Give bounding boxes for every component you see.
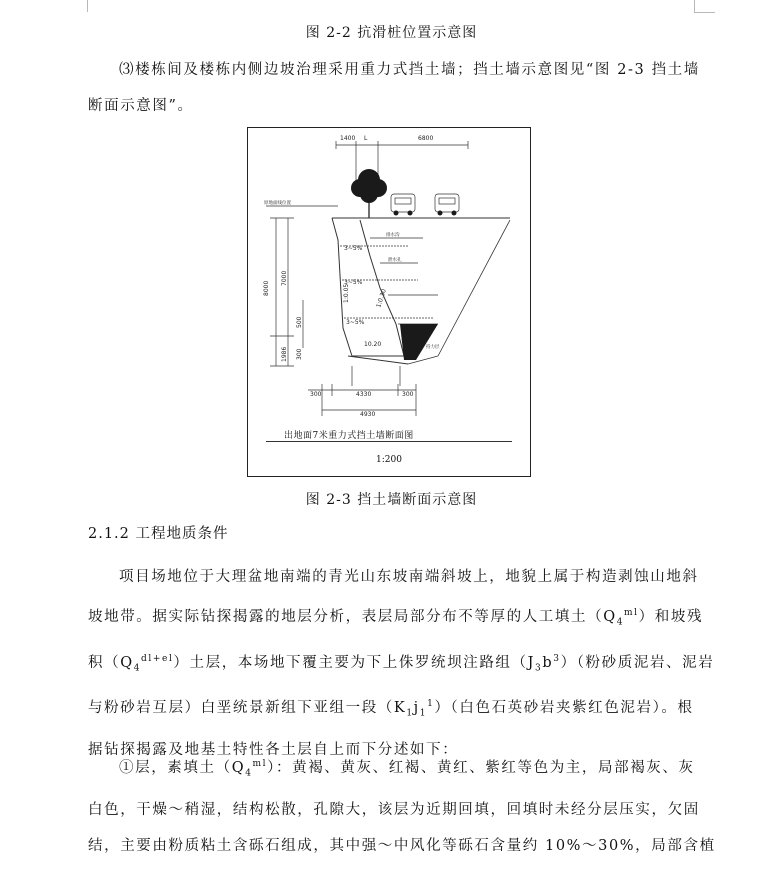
dim-bottom-mid: 4330 <box>356 391 372 398</box>
figure-divider <box>266 441 512 442</box>
dim-slope-s2: 3~5% <box>344 279 363 286</box>
paragraph-line: 项目场地位于大理盆地南端的青光山东坡南端斜坡上，地貌上属于构造剥蚀山地斜 <box>119 569 699 585</box>
dim-top-b: L <box>364 135 368 142</box>
dim-bottom-right: 300 <box>402 391 414 398</box>
retaining-wall-drawing <box>248 128 530 476</box>
page-corner-mark-right <box>694 0 715 13</box>
dim-slope-s1: 3~5% <box>344 245 363 252</box>
note-weephole: 泄水孔 <box>388 258 402 263</box>
paragraph-line: 与粉砂岩互层）白垩统景新组下亚组一段$(K_1j_1^1)$（白色石英砂岩夹紫红色泥岩）。根 <box>88 699 694 720</box>
dim-top-a: 1400 <box>340 135 356 142</box>
dim-slope-ratio-1: 1:0.05 <box>343 283 350 303</box>
dim-base-slope: 10.20 <box>364 341 382 348</box>
figure-drawing-title: 出地面7米重力式挡土墙断面图 <box>284 431 414 441</box>
dim-slope-ratio-2: 1:0.30 <box>375 288 388 309</box>
dim-left-total: 8000 <box>263 280 270 296</box>
dim-left-low: 1986 <box>281 346 288 362</box>
paragraph-retaining-wall <box>88 52 698 124</box>
note-bearing-layer: 持力层 <box>426 345 440 350</box>
dim-slope-s3: 3~5% <box>346 319 365 326</box>
retaining-wall-figure <box>247 127 531 477</box>
paragraph-line: 断面示意图”。 <box>88 98 194 114</box>
dim-left-upper: 7000 <box>281 270 288 286</box>
dim-left-base: 300 <box>296 348 303 360</box>
paragraph-line: 结，主要由粉质粘土含砾石组成，其中强～中风化等砾石含量约 10%～30%，局部含植 <box>88 837 716 854</box>
figure-caption-2-3: 图 2-3 挡土墙断面示意图 <box>305 492 478 508</box>
paragraph-line: ⑶楼栋间及楼栋内侧边坡治理采用重力式挡土墙；挡土墙示意图见“图 2-3 挡土墙 <box>119 62 700 78</box>
paragraph-line: 据钻探揭露及地基土特性各土层自上而下分述如下： <box>88 742 459 759</box>
paragraph-line: 积$(Q_4^{dl+el})$土层，本场地下覆主要为下上侏罗统坝注路组$(J_3b^3)$（粉砂质泥岩、泥岩 <box>88 653 715 674</box>
section-heading: 2.1.2 工程地质条件 <box>88 526 229 542</box>
figure-scale: 1:200 <box>376 455 402 465</box>
note-drainage: 排水沟 <box>386 233 400 238</box>
paragraph-line: 白色，干燥～稍湿，结构松散，孔隙大，该层为近期回填，回填时未经分层压实，欠固 <box>88 801 700 818</box>
figure-caption-2-2: 图 2-2 抗滑桩位置示意图 <box>305 25 478 41</box>
dim-bottom-total: 4930 <box>360 411 376 418</box>
dim-bottom-left: 300 <box>310 391 322 398</box>
note-ground-line: 原地面线位置 <box>264 201 291 206</box>
dim-top-c: 6800 <box>418 135 434 142</box>
page-corner-mark-left <box>67 0 88 12</box>
paragraph-line: ①层，素填土$(Q_4^{ml})$：黄褐、黄灰、红褐、黄红、紫红等色为主，局部褐灰、灰 <box>119 759 695 779</box>
dim-left-mid: 500 <box>296 316 303 328</box>
paragraph-line: 坡地带。据实际钻探揭露的地层分析，表层局部分布不等厚的人工填土$(Q_4^{ml})$和坡残 <box>88 608 704 628</box>
paragraph-fill-layer <box>88 746 716 864</box>
paragraph-geology <box>88 559 715 768</box>
